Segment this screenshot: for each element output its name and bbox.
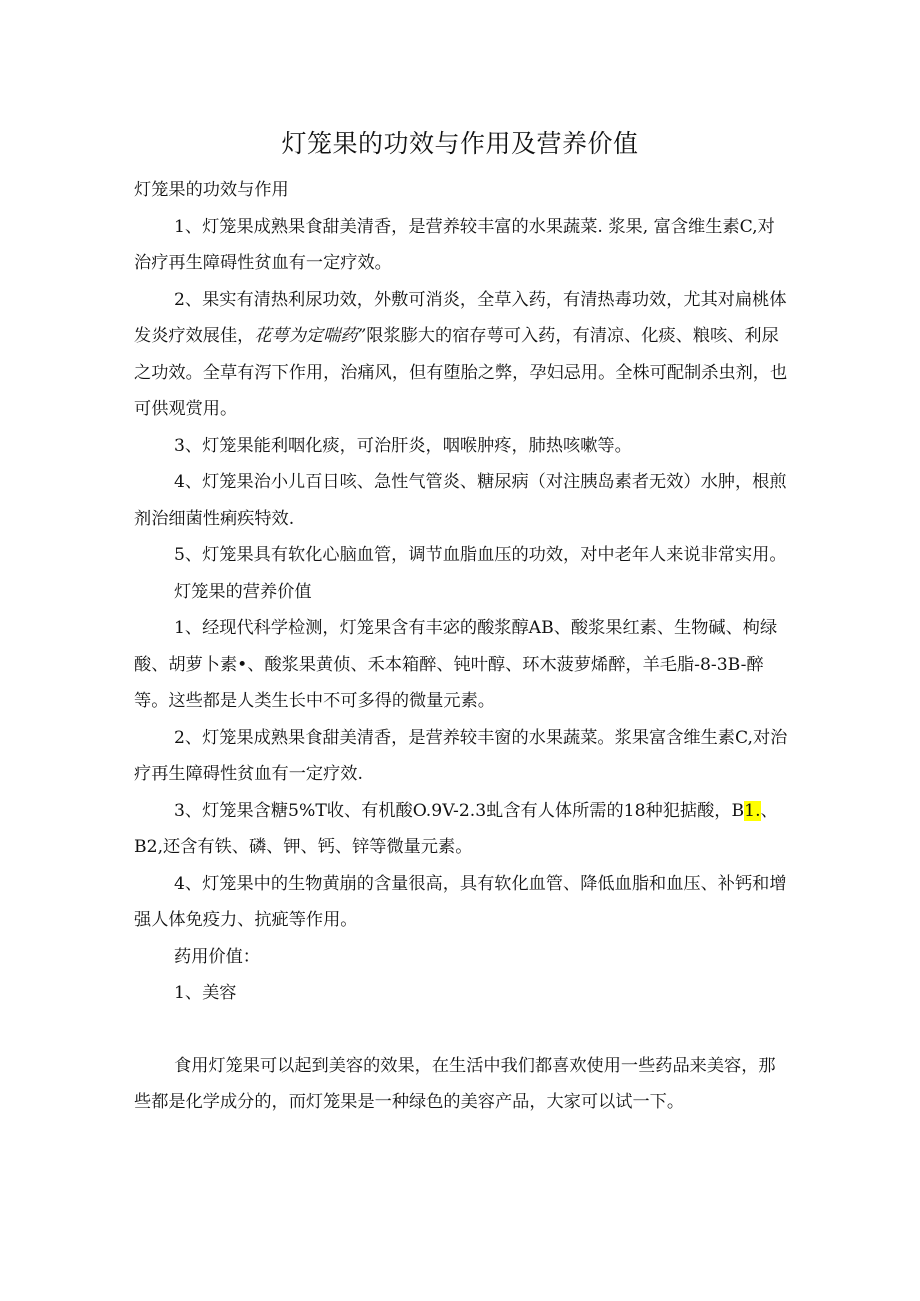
paragraph-nutrition-1: 1、经现代科学检测，灯笼果含有丰宓的酸浆醇AB、酸浆果红素、生物碱、枸绿酸、胡萝卜素•、酸浆果黄侦、禾本箱醉、钝叶醇、环木菠萝烯醉，羊毛脂-8-3B-醉等。这些都是人类生长中不可多得的微量元素。 xyxy=(134,618,778,711)
paragraph-nutrition-3-part-a: 3、灯笼果含糖5%T收、有机酸O.9V-2.3虬含有人体所需的18种犯掂酸，B xyxy=(174,800,745,821)
paragraph-nutrition-4: 4、灯笼果中的生物黄崩的含量很高，具有软化血管、降低血脂和血压、补钙和增强人体免疫力、抗疵等作用。 xyxy=(134,873,787,930)
list-item-beauty: 1、美容 xyxy=(174,983,237,1003)
section-heading-efficacy: 灯笼果的功效与作用 xyxy=(134,180,289,200)
paragraph-efficacy-1: 1、灯笼果成熟果食甜美清香，是营养较丰富的水果蔬菜. 浆果, 富含维生素C,对治疗再生障碍性贫血有一定疗效。 xyxy=(134,216,775,273)
paragraph-efficacy-2-part-a: 2、果实有清热利尿功效，外敷可消炎，全草入药，有清热毒功效，尤其对扁桃体发炎疗效展佳， xyxy=(134,289,787,346)
paragraph-nutrition-2: 2、灯笼果成熟果食甜美清香，是营养较丰窗的水果蔬菜。浆果富含维生素C,对治疗再生障碍性贫血有一定疗效. xyxy=(134,727,788,784)
paragraph-nutrition-3 xyxy=(134,793,788,866)
paragraph-spacer xyxy=(134,1012,788,1048)
paragraph-beauty: 食用灯笼果可以起到美容的效果，在生活中我们都喜欢使用一些药品来美容，那些都是化学成分的，而灯笼果是一种绿色的美容产品，大家可以试一下。 xyxy=(134,1055,776,1112)
paragraph-efficacy-4: 4、灯笼果治小儿百日咳、急性气管炎、糖尿病（对注胰岛素者无效）水肿，根煎剂治细菌性痢疾特效. xyxy=(134,472,787,529)
highlighted-text: 1. xyxy=(744,800,761,821)
section-heading-nutrition: 灯笼果的营养价值 xyxy=(174,581,312,602)
paragraph-efficacy-5: 5、灯笼果具有软化心脑血管，调节血脂血压的功效，对中老年人来说非常实用。 xyxy=(174,545,787,565)
paragraph-efficacy-2 xyxy=(134,282,788,428)
section-heading-medicinal: 药用价值： xyxy=(174,946,260,967)
document-title: 灯笼果的功效与作用及营养价值 xyxy=(281,129,639,158)
paragraph-efficacy-2-italic: 花萼为定喘药” xyxy=(254,326,367,346)
paragraph-efficacy-2-part-c: 限浆膨大的宿存萼可入药，有清凉、化痰、粮咳、利尿之功效。全草有泻下作用，治痛风，但有堕胎之弊，孕妇忌用。全株可配制杀虫剂，也可供观赏用。 xyxy=(134,326,788,419)
document-body xyxy=(134,172,788,1121)
paragraph-efficacy-3: 3、灯笼果能利咽化痰，可治肝炎，咽喉肿疼，肺热咳嗽等。 xyxy=(174,435,632,456)
paragraph-nutrition-3-part-c: 、B2,还含有铁、磷、钾、钙、锌等微量元素。 xyxy=(134,800,778,857)
